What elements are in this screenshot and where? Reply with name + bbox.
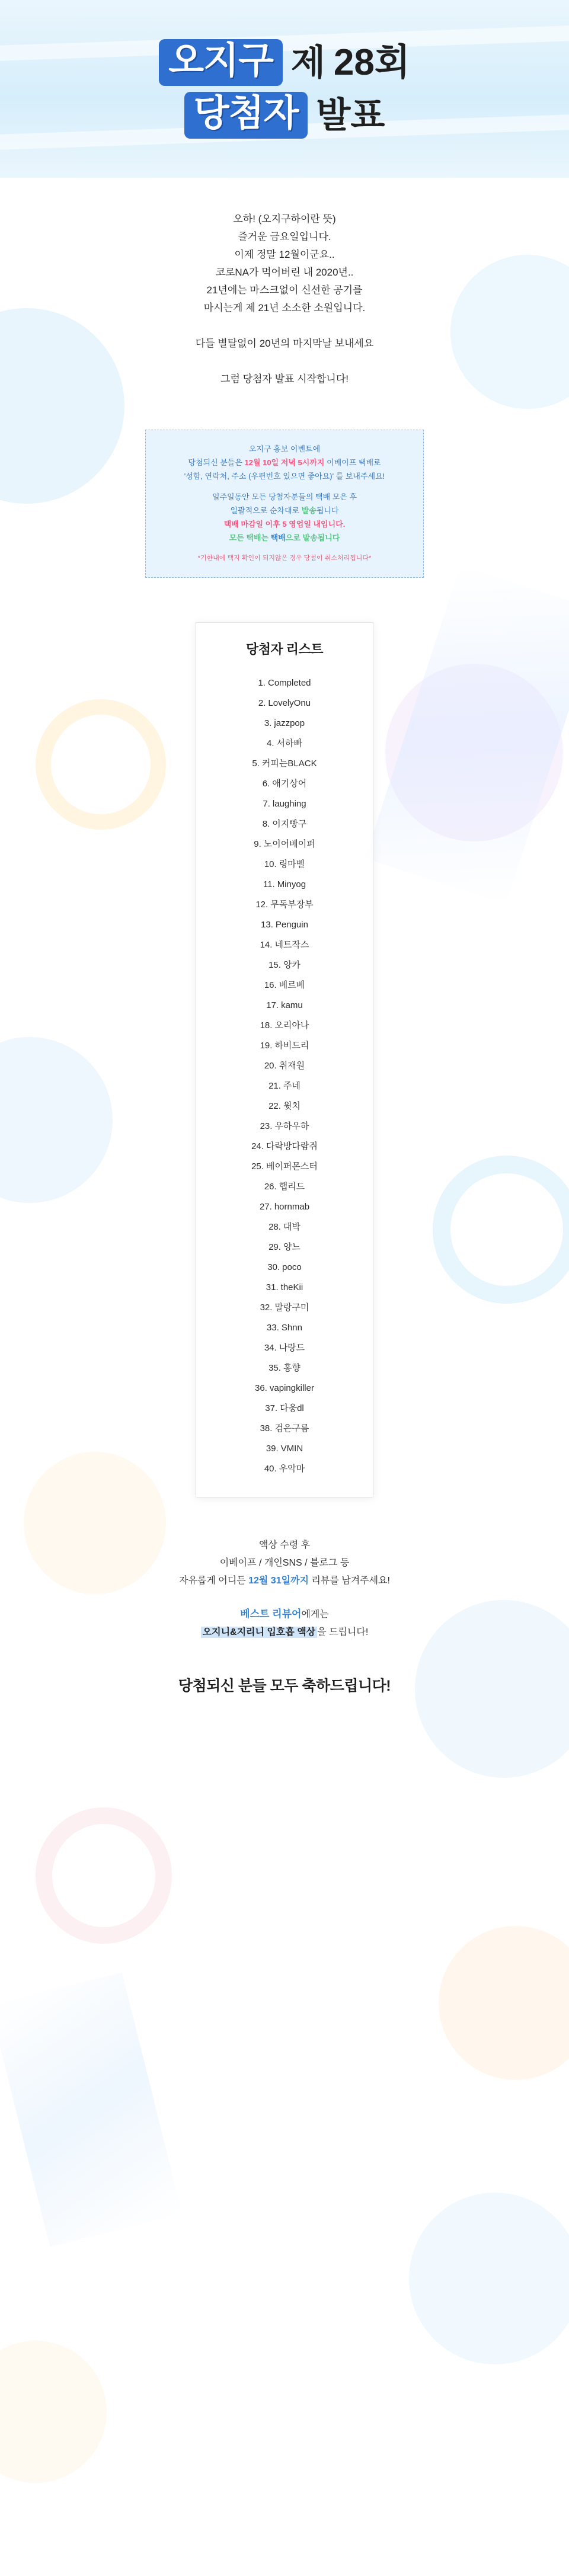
winner-index: 12. <box>255 900 268 910</box>
footer-text: 을 드립니다! <box>317 1627 369 1637</box>
winner-index: 34. <box>264 1343 277 1353</box>
winner-list-item <box>196 996 373 1016</box>
event-line: 오지구 홍보 이벤트에 <box>248 444 321 453</box>
event-line <box>152 504 417 517</box>
winner-list-item <box>196 814 373 834</box>
winner-name: 노이어베이퍼 <box>263 839 315 849</box>
event-line: 일주일동안 모든 당첨자분들의 택배 모은 후 <box>212 492 357 501</box>
winner-list-item <box>196 1358 373 1378</box>
winner-list-item <box>196 915 373 935</box>
winner-list-item <box>196 1217 373 1237</box>
winner-name: 다웅dl <box>280 1403 304 1413</box>
winner-list-item <box>196 1056 373 1076</box>
winner-name: 취재원 <box>279 1061 305 1071</box>
winner-name: 우악마 <box>279 1464 305 1474</box>
winner-name: 커피는BLACK <box>261 759 317 769</box>
winner-list-item <box>196 1237 373 1257</box>
footer-gift-line <box>0 1624 569 1641</box>
event-text: 일괄적으로 순차대로 <box>230 506 302 515</box>
winner-index: 11. <box>263 879 275 889</box>
winner-list-item <box>196 1257 373 1278</box>
winner-name: 홍향 <box>283 1363 301 1373</box>
winner-index: 23. <box>260 1121 273 1131</box>
footer-line: 이베이프 / 개인SNS / 블로그 등 <box>219 1558 350 1568</box>
winner-name: theKii <box>280 1282 303 1292</box>
title-line-2 <box>184 92 385 139</box>
winner-index: 37. <box>265 1403 278 1413</box>
event-text: 이베이프 택배로 <box>324 458 381 467</box>
intro-line: 이제 정말 12월이군요.. <box>234 249 335 260</box>
winner-name: Completed <box>267 678 311 688</box>
winner-list-item <box>196 875 373 895</box>
episode-number: 28회 <box>333 41 410 83</box>
winners-list <box>196 673 373 1479</box>
winners-title: 당첨자 리스트 <box>245 642 324 657</box>
title-word-winners: 당첨자 <box>184 92 308 139</box>
event-highlight: 모든 택배는 <box>229 533 271 542</box>
winner-list-item <box>196 693 373 713</box>
footer-text: 에게는 <box>301 1609 329 1620</box>
winner-list-item <box>196 1016 373 1036</box>
winner-index: 40. <box>264 1464 277 1474</box>
winner-name: 말랑구미 <box>274 1303 309 1313</box>
winner-list-item <box>196 1177 373 1197</box>
review-deadline: 12월 31일까지 <box>248 1576 309 1586</box>
header-banner <box>0 0 569 178</box>
winner-index: 6. <box>262 779 270 789</box>
congrats-message: 당첨되신 분들 모두 축하드립니다! <box>178 1678 391 1694</box>
event-line <box>152 531 417 545</box>
footer-text: 리뷰를 남겨주세요! <box>308 1576 390 1586</box>
winner-index: 16. <box>264 980 277 990</box>
bg-blob <box>0 2341 107 2483</box>
winner-list-item <box>196 1076 373 1096</box>
event-line <box>152 517 417 531</box>
winner-index: 38. <box>260 1423 273 1433</box>
winner-name: LovelyOnu <box>268 698 311 708</box>
winner-list-item <box>196 1197 373 1217</box>
winner-list-item <box>196 1096 373 1116</box>
winner-list-item <box>196 1419 373 1439</box>
winner-name: 베르베 <box>279 980 305 990</box>
winner-list-item <box>196 1459 373 1479</box>
winner-index: 14. <box>260 940 273 950</box>
winner-list-item <box>196 1036 373 1056</box>
footer-best-line <box>0 1605 569 1624</box>
intro-line: 즐거운 금요일입니다. <box>238 231 331 242</box>
winner-name: Minyog <box>277 879 306 889</box>
winner-index: 15. <box>268 960 281 970</box>
winner-list-item <box>196 1399 373 1419</box>
event-highlight: 발송 <box>301 506 317 515</box>
winner-list-item <box>196 794 373 814</box>
winner-name: 우하우하 <box>274 1121 309 1131</box>
winner-list-item <box>196 1298 373 1318</box>
winner-name: 하비드리 <box>274 1041 309 1051</box>
bg-blob <box>0 1037 113 1203</box>
event-line: '성함, 연락처, 주소 (우편번호 있으면 좋아요)' 를 보내주세요! <box>184 472 385 481</box>
winner-name: 윗치 <box>283 1101 301 1111</box>
winner-name: 오리아나 <box>274 1020 309 1031</box>
winner-index: 19. <box>260 1041 273 1051</box>
winner-name: vapingkiller <box>269 1383 314 1393</box>
winner-list-item <box>196 754 373 774</box>
footer-text: 자유롭게 어디든 <box>179 1576 249 1586</box>
event-highlight: 으로 발송됩니다 <box>285 533 340 542</box>
winner-name: kamu <box>281 1000 303 1010</box>
winner-list-item <box>196 1378 373 1399</box>
winner-list-item <box>196 774 373 794</box>
footer-line: 액상 수령 후 <box>258 1540 311 1550</box>
winner-index: 32. <box>260 1303 273 1313</box>
winner-index: 31. <box>266 1282 279 1292</box>
winner-index: 35. <box>268 1363 281 1373</box>
event-highlight: 이후 5 영업일 <box>265 520 311 529</box>
winner-index: 18. <box>260 1020 273 1031</box>
bg-ring <box>36 1807 172 1944</box>
winner-index: 3. <box>264 718 272 728</box>
winner-name: 다락방다람쥐 <box>266 1141 318 1151</box>
winner-list-item <box>196 935 373 955</box>
winner-index: 2. <box>258 698 266 708</box>
winner-index: 7. <box>263 799 270 809</box>
winner-list-item <box>196 713 373 734</box>
event-highlight: 택배 <box>270 533 286 542</box>
title-word-je: 제 <box>290 42 325 82</box>
title-line-1 <box>159 39 410 86</box>
winner-name: 이지빵구 <box>272 819 307 829</box>
winner-index: 22. <box>268 1101 281 1111</box>
winner-list-item <box>196 1137 373 1157</box>
bg-ring <box>36 699 166 830</box>
winner-index: 17. <box>266 1000 279 1010</box>
winner-name: jazzpop <box>274 718 305 728</box>
winner-index: 24. <box>251 1141 264 1151</box>
bg-stripe <box>0 1972 182 2247</box>
winner-list-item <box>196 955 373 975</box>
event-warning-note: *기한내에 택지 확인이 되지않은 경우 당첨이 취소처리됩니다* <box>197 555 372 562</box>
winner-list-item <box>196 1338 373 1358</box>
winner-name: laughing <box>272 799 306 809</box>
bg-blob <box>409 2193 569 2364</box>
winner-list-item <box>196 895 373 915</box>
footer-text <box>0 1537 569 1695</box>
intro-line: 오하! (오지구하이란 뜻) <box>233 213 336 225</box>
intro-closing-line: 다들 별탈없이 20년의 마지막날 보내세요 <box>195 338 374 349</box>
event-highlight: 택배 마감일 <box>223 520 266 529</box>
winner-name: 링마벨 <box>279 859 305 869</box>
bg-blob <box>439 1926 569 2080</box>
winner-name: 나랑드 <box>279 1343 305 1353</box>
winner-list-item <box>196 975 373 996</box>
winner-list-item <box>196 1439 373 1459</box>
winner-index: 39. <box>266 1444 279 1454</box>
winner-index: 9. <box>254 839 261 849</box>
winner-index: 5. <box>252 759 260 769</box>
winner-name: 검은구름 <box>274 1423 309 1433</box>
best-reviewer-label: 베스트 리뷰어 <box>240 1608 302 1620</box>
winner-name: 양느 <box>283 1242 301 1252</box>
intro-line: 21년에는 마스크없이 신선한 공기를 <box>206 284 363 296</box>
intro-line: 마시는게 제 21년 소소한 소원입니다. <box>203 302 366 313</box>
winner-list-item <box>196 855 373 875</box>
winner-list-item <box>196 1278 373 1298</box>
winner-list-item <box>196 1116 373 1137</box>
bg-ring <box>433 1156 569 1304</box>
winner-list-item <box>196 834 373 855</box>
winner-index: 1. <box>258 678 266 688</box>
winner-name: VMIN <box>280 1444 303 1454</box>
winner-name: Penguin <box>275 920 308 930</box>
winner-index: 26. <box>264 1182 277 1192</box>
winner-index: 29. <box>268 1242 281 1252</box>
winner-name: 서하빠 <box>276 738 302 748</box>
gift-label: 오지니&지리니 입호흡 액상 <box>201 1627 317 1638</box>
winner-name: hornmab <box>274 1202 310 1212</box>
event-deadline: 12월 10일 저녁 5시까지 <box>244 458 325 467</box>
event-text: 당첨되신 분들은 <box>188 458 245 467</box>
intro-line: 코로NA가 먹어버린 내 2020년.. <box>215 267 354 278</box>
winner-index: 8. <box>262 819 270 829</box>
winner-name: 애기상어 <box>272 779 307 789</box>
winner-name: 무독부장부 <box>270 900 314 910</box>
event-notice-box <box>145 430 424 578</box>
winner-name: poco <box>282 1262 302 1272</box>
footer-line <box>0 1572 569 1590</box>
winner-index: 30. <box>267 1262 280 1272</box>
winner-name: 주네 <box>283 1081 301 1091</box>
winner-name: 햅리드 <box>279 1182 305 1192</box>
event-line <box>152 456 417 469</box>
title-word-announce: 발표 <box>316 95 385 136</box>
winner-index: 4. <box>267 738 274 748</box>
brand-label: 오지구 <box>159 39 283 86</box>
winners-panel <box>196 622 373 1497</box>
winner-list-item <box>196 1157 373 1177</box>
winner-name: Shnn <box>281 1323 302 1333</box>
winner-index: 28. <box>268 1222 281 1232</box>
winner-index: 20. <box>264 1061 277 1071</box>
winner-name: 베이퍼몬스터 <box>266 1161 318 1172</box>
winner-list-item <box>196 1318 373 1338</box>
winner-list-item <box>196 734 373 754</box>
winner-index: 36. <box>255 1383 267 1393</box>
winner-name: 네트작스 <box>274 940 309 950</box>
winner-index: 33. <box>267 1323 279 1333</box>
winner-index: 21. <box>268 1081 281 1091</box>
winner-index: 27. <box>259 1202 272 1212</box>
event-text: 됩니다 <box>316 506 339 515</box>
winner-index: 10. <box>264 859 277 869</box>
winner-list-item <box>196 673 373 693</box>
intro-text <box>0 210 569 388</box>
winner-name: 앙카 <box>283 960 301 970</box>
winner-index: 13. <box>261 920 273 930</box>
event-highlight: 내입니다. <box>311 520 346 529</box>
winner-index: 25. <box>251 1161 264 1172</box>
intro-start-line: 그럼 당첨자 발표 시작합니다! <box>220 373 349 385</box>
winner-name: 대박 <box>283 1222 301 1232</box>
